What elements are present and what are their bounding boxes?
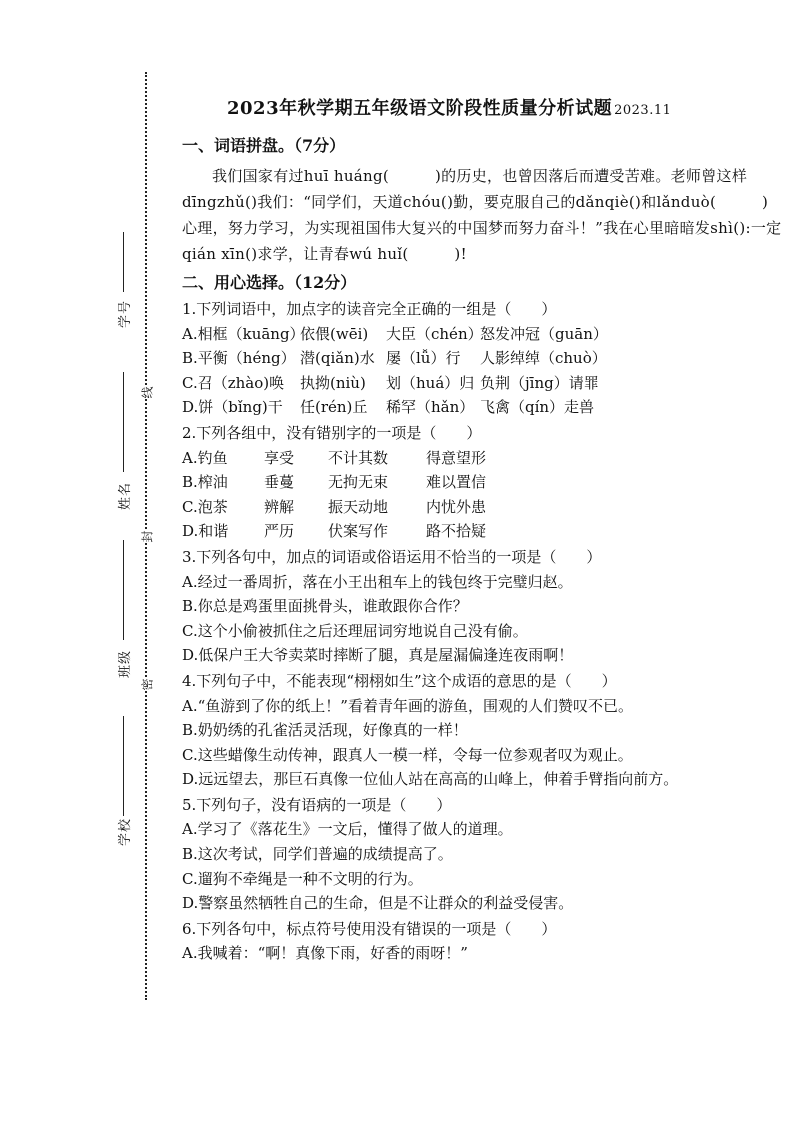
school-field[interactable]	[123, 716, 124, 816]
exam-content	[182, 96, 782, 966]
question-option	[182, 842, 782, 867]
question-option	[182, 495, 782, 520]
question-option	[182, 694, 782, 719]
option-text: C.这些蜡像生动传神，跟真人一模一样，令每一位参观者叹为观止。	[182, 745, 633, 764]
option-term: 无拘无束	[328, 473, 389, 492]
question-option	[182, 619, 782, 644]
option-term: 屡（lǚ）行	[386, 349, 461, 368]
option-term: 享受	[264, 448, 295, 467]
question-option	[182, 371, 782, 396]
question-option	[182, 643, 782, 668]
question-option	[182, 395, 782, 420]
option-term: A.相框（kuāng）	[182, 324, 305, 343]
question-option	[182, 743, 782, 768]
option-text: A.我喊着：“啊！真像下雨，好香的雨呀！”	[182, 944, 468, 963]
question-option	[182, 346, 782, 371]
option-term: D.饼（bǐng)干	[182, 398, 283, 417]
section-1-heading: 一、词语拼盘。（7分）	[182, 136, 346, 155]
option-term: 执拗(niù)	[300, 373, 366, 392]
question-option	[182, 446, 782, 471]
question-stem: 1.下列词语中，加点字的读音完全正确的一组是（ ）	[182, 300, 557, 318]
question-option	[182, 594, 782, 619]
option-term: B.平衡（héng）	[182, 349, 296, 368]
option-term: 飞禽（qín）走兽	[480, 398, 595, 417]
name-field[interactable]	[123, 372, 124, 472]
option-term: 严历	[264, 522, 295, 541]
option-term: 依偎(wēi)	[300, 324, 369, 343]
option-text: B.这次考试，同学们普遍的成绩提高了。	[182, 845, 453, 864]
class-label: 班级	[118, 649, 133, 678]
option-term: 怒发冲冠（guān）	[480, 324, 608, 343]
question-list	[182, 297, 782, 966]
option-text: D.低保户王大爷卖菜时摔断了腿，真是屋漏偏逢连夜雨啊！	[182, 646, 574, 665]
question-option	[182, 570, 782, 595]
school-label: 学校	[118, 817, 133, 846]
option-term: 垂蔓	[264, 473, 295, 492]
option-term: 路不拾疑	[426, 522, 487, 541]
seal-char-xian: 线	[140, 386, 155, 399]
seal-char-mi: 密	[140, 678, 155, 691]
question-option	[182, 767, 782, 792]
option-text: C.这个小偷被抓住之后还理屈词穷地说自己没有偷。	[182, 621, 528, 640]
option-term: 辨解	[264, 497, 295, 516]
option-term: 难以置信	[426, 473, 487, 492]
option-text: A.经过一番周折，落在小王出租车上的钱包终于完璧归赵。	[182, 572, 573, 591]
title-text: 2023年秋学期五年级语文阶段性质量分析试题	[227, 98, 613, 119]
option-term: 大臣（chén）	[386, 324, 483, 343]
name-label: 姓名	[118, 481, 133, 510]
question-option	[182, 867, 782, 892]
option-text: D.警察虽然牺牲自己的生命，但是不让群众的利益受侵害。	[182, 894, 574, 913]
option-term: D.和谐	[182, 522, 229, 541]
seal-char-feng: 封	[140, 530, 155, 543]
option-term: 得意望形	[426, 448, 487, 467]
option-term: 稀罕（hǎn）	[386, 398, 475, 417]
question-stem: 2.下列各组中，没有错别字的一项是（ ）	[182, 423, 482, 442]
question-option	[182, 718, 782, 743]
question-stem: 4.下列句子中，不能表现“栩栩如生”这个成语的意思的是（ ）	[182, 671, 617, 690]
student-number-field[interactable]	[123, 232, 124, 292]
question-stem: 5.下列句子，没有语病的一项是（ ）	[182, 795, 452, 814]
option-text: A.学习了《落花生》一文后，懂得了做人的道理。	[182, 820, 513, 839]
question-option	[182, 891, 782, 916]
option-term: 负荆（jīng）请罪	[480, 373, 599, 392]
option-text: C.遛狗不牵绳是一种不文明的行为。	[182, 869, 423, 888]
question-option	[182, 470, 782, 495]
section-2-heading: 二、用心选择。（12分）	[182, 273, 357, 292]
option-text: B.你总是鸡蛋里面挑骨头，谁敢跟你合作？	[182, 597, 468, 616]
question-stem: 3.下列各句中，加点的词语或俗语运用不恰当的一项是（ ）	[182, 547, 602, 566]
title-date: 2023.11	[614, 103, 672, 118]
question-option	[182, 519, 782, 544]
option-text: D.远远望去，那巨石真像一位仙人站在高高的山峰上，伸着手臂指向前方。	[182, 770, 679, 789]
question-stem: 6.下列各句中，标点符号使用没有错误的一项是（ ）	[182, 919, 557, 938]
option-term: 任(rén)丘	[300, 398, 368, 417]
class-field[interactable]	[123, 540, 124, 640]
option-text: A.“鱼游到了你的纸上！”看着青年画的游鱼，围观的人们赞叹不已。	[182, 696, 633, 715]
question-option	[182, 322, 782, 347]
option-term: B.榨油	[182, 473, 228, 492]
section-1-paragraph: 我们国家有过huī huáng( )的历史，也曾因落后而遭受苦难。老师曾这样dīngzhǔ()我们：“同学们，天道chóu()勤，要克服自己的dǎnqiè()和lǎnduò( )心理，努力学习，为实现祖国伟大复兴的中国梦而努力奋斗！”我在心里暗暗发shì():一定qián xīn()求学，让青春wú huǐ( )!	[182, 167, 782, 263]
page-title	[227, 96, 782, 124]
student-number-label: 学号	[118, 299, 133, 328]
option-term: 划（huá）归	[386, 373, 475, 392]
option-term: C.召（zhào)唤	[182, 373, 285, 392]
option-term: 人影绰绰（chuò）	[480, 349, 607, 368]
option-term: A.钓鱼	[182, 448, 228, 467]
option-text: B.奶奶绣的孔雀活灵活现，好像真的一样！	[182, 721, 468, 740]
option-term: 振天动地	[328, 497, 389, 516]
question-option	[182, 941, 782, 966]
option-term: 内忧外患	[426, 497, 487, 516]
option-term: 伏案写作	[328, 522, 389, 541]
option-term: 不计其数	[328, 448, 389, 467]
question-option	[182, 817, 782, 842]
option-term: 潜(qiǎn)水	[300, 349, 375, 368]
option-term: C.泡茶	[182, 497, 228, 516]
